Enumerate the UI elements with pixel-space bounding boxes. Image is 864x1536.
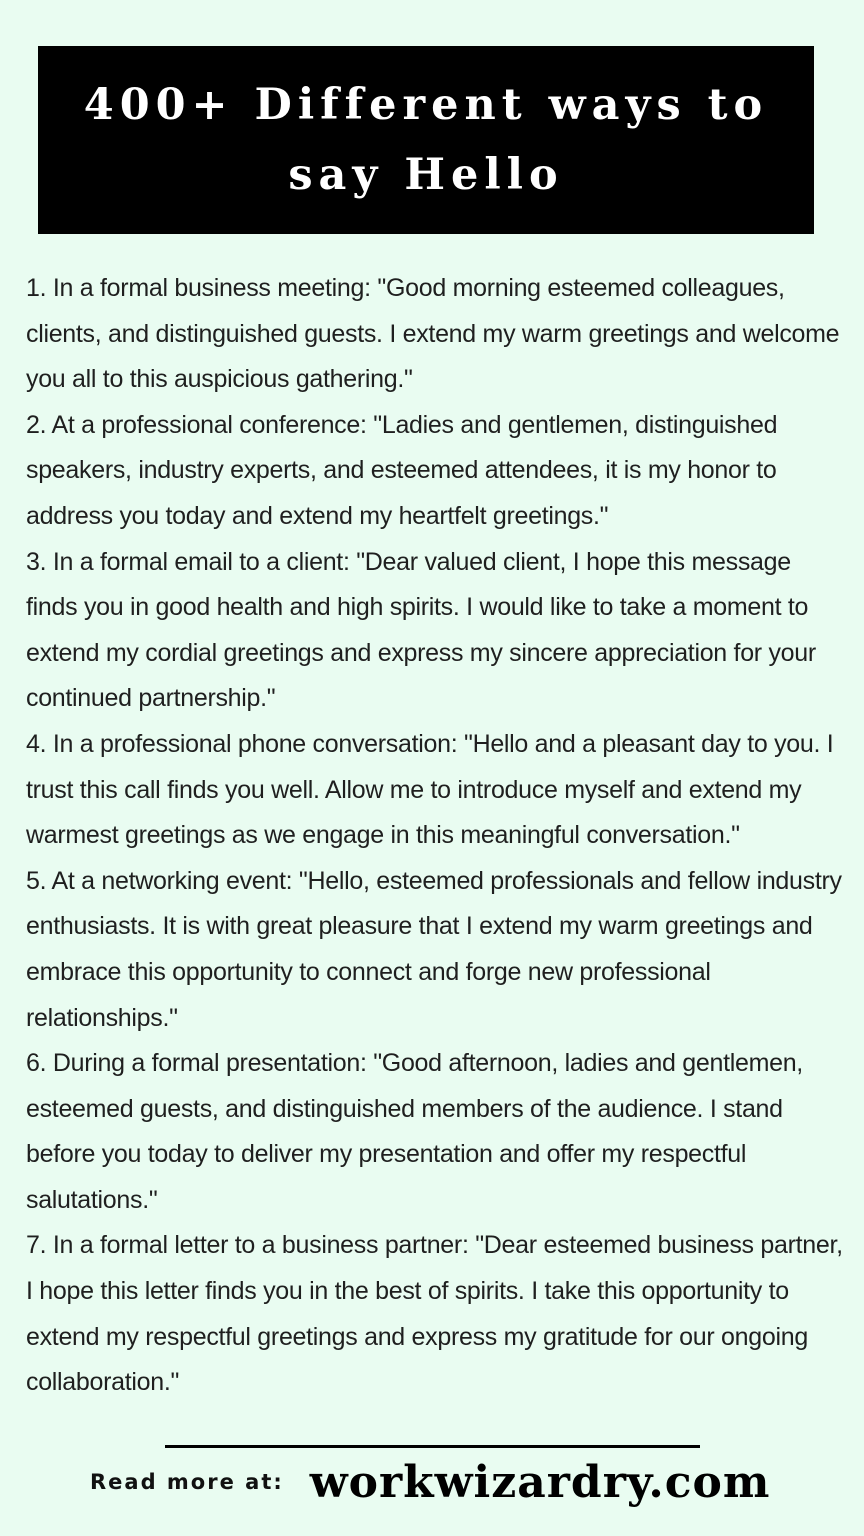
title-line-1: 400+ Different ways to (83, 80, 769, 130)
footer (90, 1452, 790, 1512)
title-banner (38, 46, 814, 234)
page-title (84, 70, 768, 210)
list-item: 2. At a professional conference: "Ladies and gentlemen, distinguished speakers, industry experts, and esteemed attendees, it is my honor to address you today and extend my heartfelt greetings." (26, 410, 778, 530)
list-item: 5. At a networking event: "Hello, esteemed professionals and fellow industry enthusiasts. It is with great pleasure that I extend my warm greetings and embrace this opportunity to connect and forge new professional relationships." (26, 866, 842, 1032)
list-item: 3. In a formal email to a client: "Dear valued client, I hope this message finds you in good health and high spirits. I would like to take a moment to extend my cordial greetings and express my sincere appreciation for your continued partnership." (26, 547, 816, 713)
read-more-label: Read more at: (90, 1470, 284, 1494)
list-item: 1. In a formal business meeting: "Good morning esteemed colleagues, clients, and distinguished guests. I extend my warm greetings and welcome you all to this auspicious gathering." (26, 274, 840, 394)
footer-divider (165, 1445, 700, 1448)
greetings-list (26, 266, 846, 1406)
site-link[interactable]: workwizardry.com (309, 1456, 771, 1508)
list-item: 7. In a formal letter to a business partner: "Dear esteemed business partner, I hope this letter finds you in the best of spirits. I take this opportunity to extend my respectful greetings and express my gratitude for our ongoing collaboration." (26, 1231, 843, 1397)
list-item: 4. In a professional phone conversation: "Hello and a pleasant day to you. I trust this call finds you well. Allow me to introduce myself and extend my warmest greetings as we engage in this meaningful conversation." (26, 729, 834, 850)
list-item: 6. During a formal presentation: "Good afternoon, ladies and gentlemen, esteemed guests, and distinguished members of the audience. I stand before you today to deliver my presentation and offer my respectful salutations." (26, 1049, 803, 1214)
title-line-2: say Hello (288, 150, 564, 200)
